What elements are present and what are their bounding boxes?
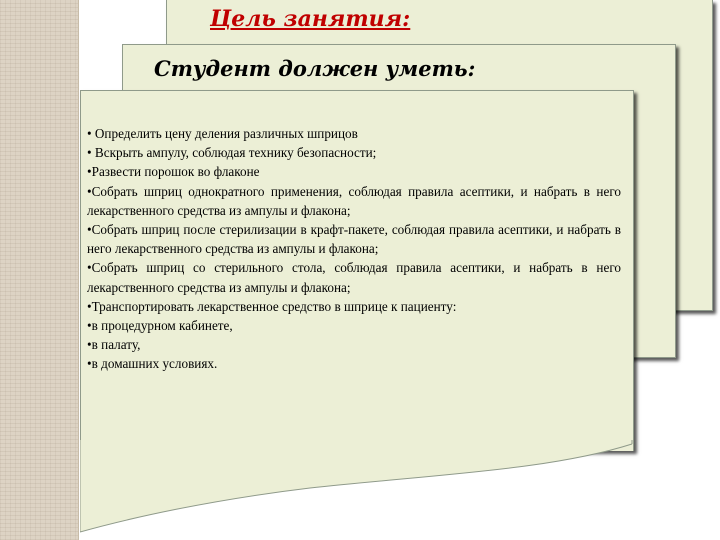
list-item: •в процедурном кабинете, — [87, 318, 233, 334]
list-item: •в палату, — [87, 337, 141, 353]
list-item: •Собрать шприц после стерилизации в крафт-пакете, соблюдая правила асептики, и набрать в него лекарственного средства из ампулы и флакона; — [87, 222, 621, 257]
list-item: • Определить цену деления различных шприцов — [87, 126, 358, 141]
list-item: •Транспортировать лекарственное средство в шприце к пациенту: — [87, 298, 457, 314]
decorative-side-strip — [0, 0, 79, 540]
page-title: Цель занятия: — [210, 6, 411, 32]
list-item: •Собрать шприц со стерильного стола, соблюдая правила асептики, и набрать в него лекарственного средства из ампулы и флакона; — [87, 260, 621, 295]
list-item: •Развести порошок во флаконе — [87, 164, 260, 180]
card-subtitle: Студент должен уметь: — [154, 56, 476, 81]
list-item: • Вскрыть ампулу, соблюдая технику безопасности; — [87, 145, 377, 161]
list-item: •Собрать шприц однократного применения, соблюдая правила асептики, и набрать в него лекарственного средства из ампулы и флакона; — [87, 183, 621, 218]
skills-list — [87, 124, 621, 374]
content-card-curl — [80, 440, 640, 540]
list-item: •в домашних условиях. — [87, 356, 218, 372]
